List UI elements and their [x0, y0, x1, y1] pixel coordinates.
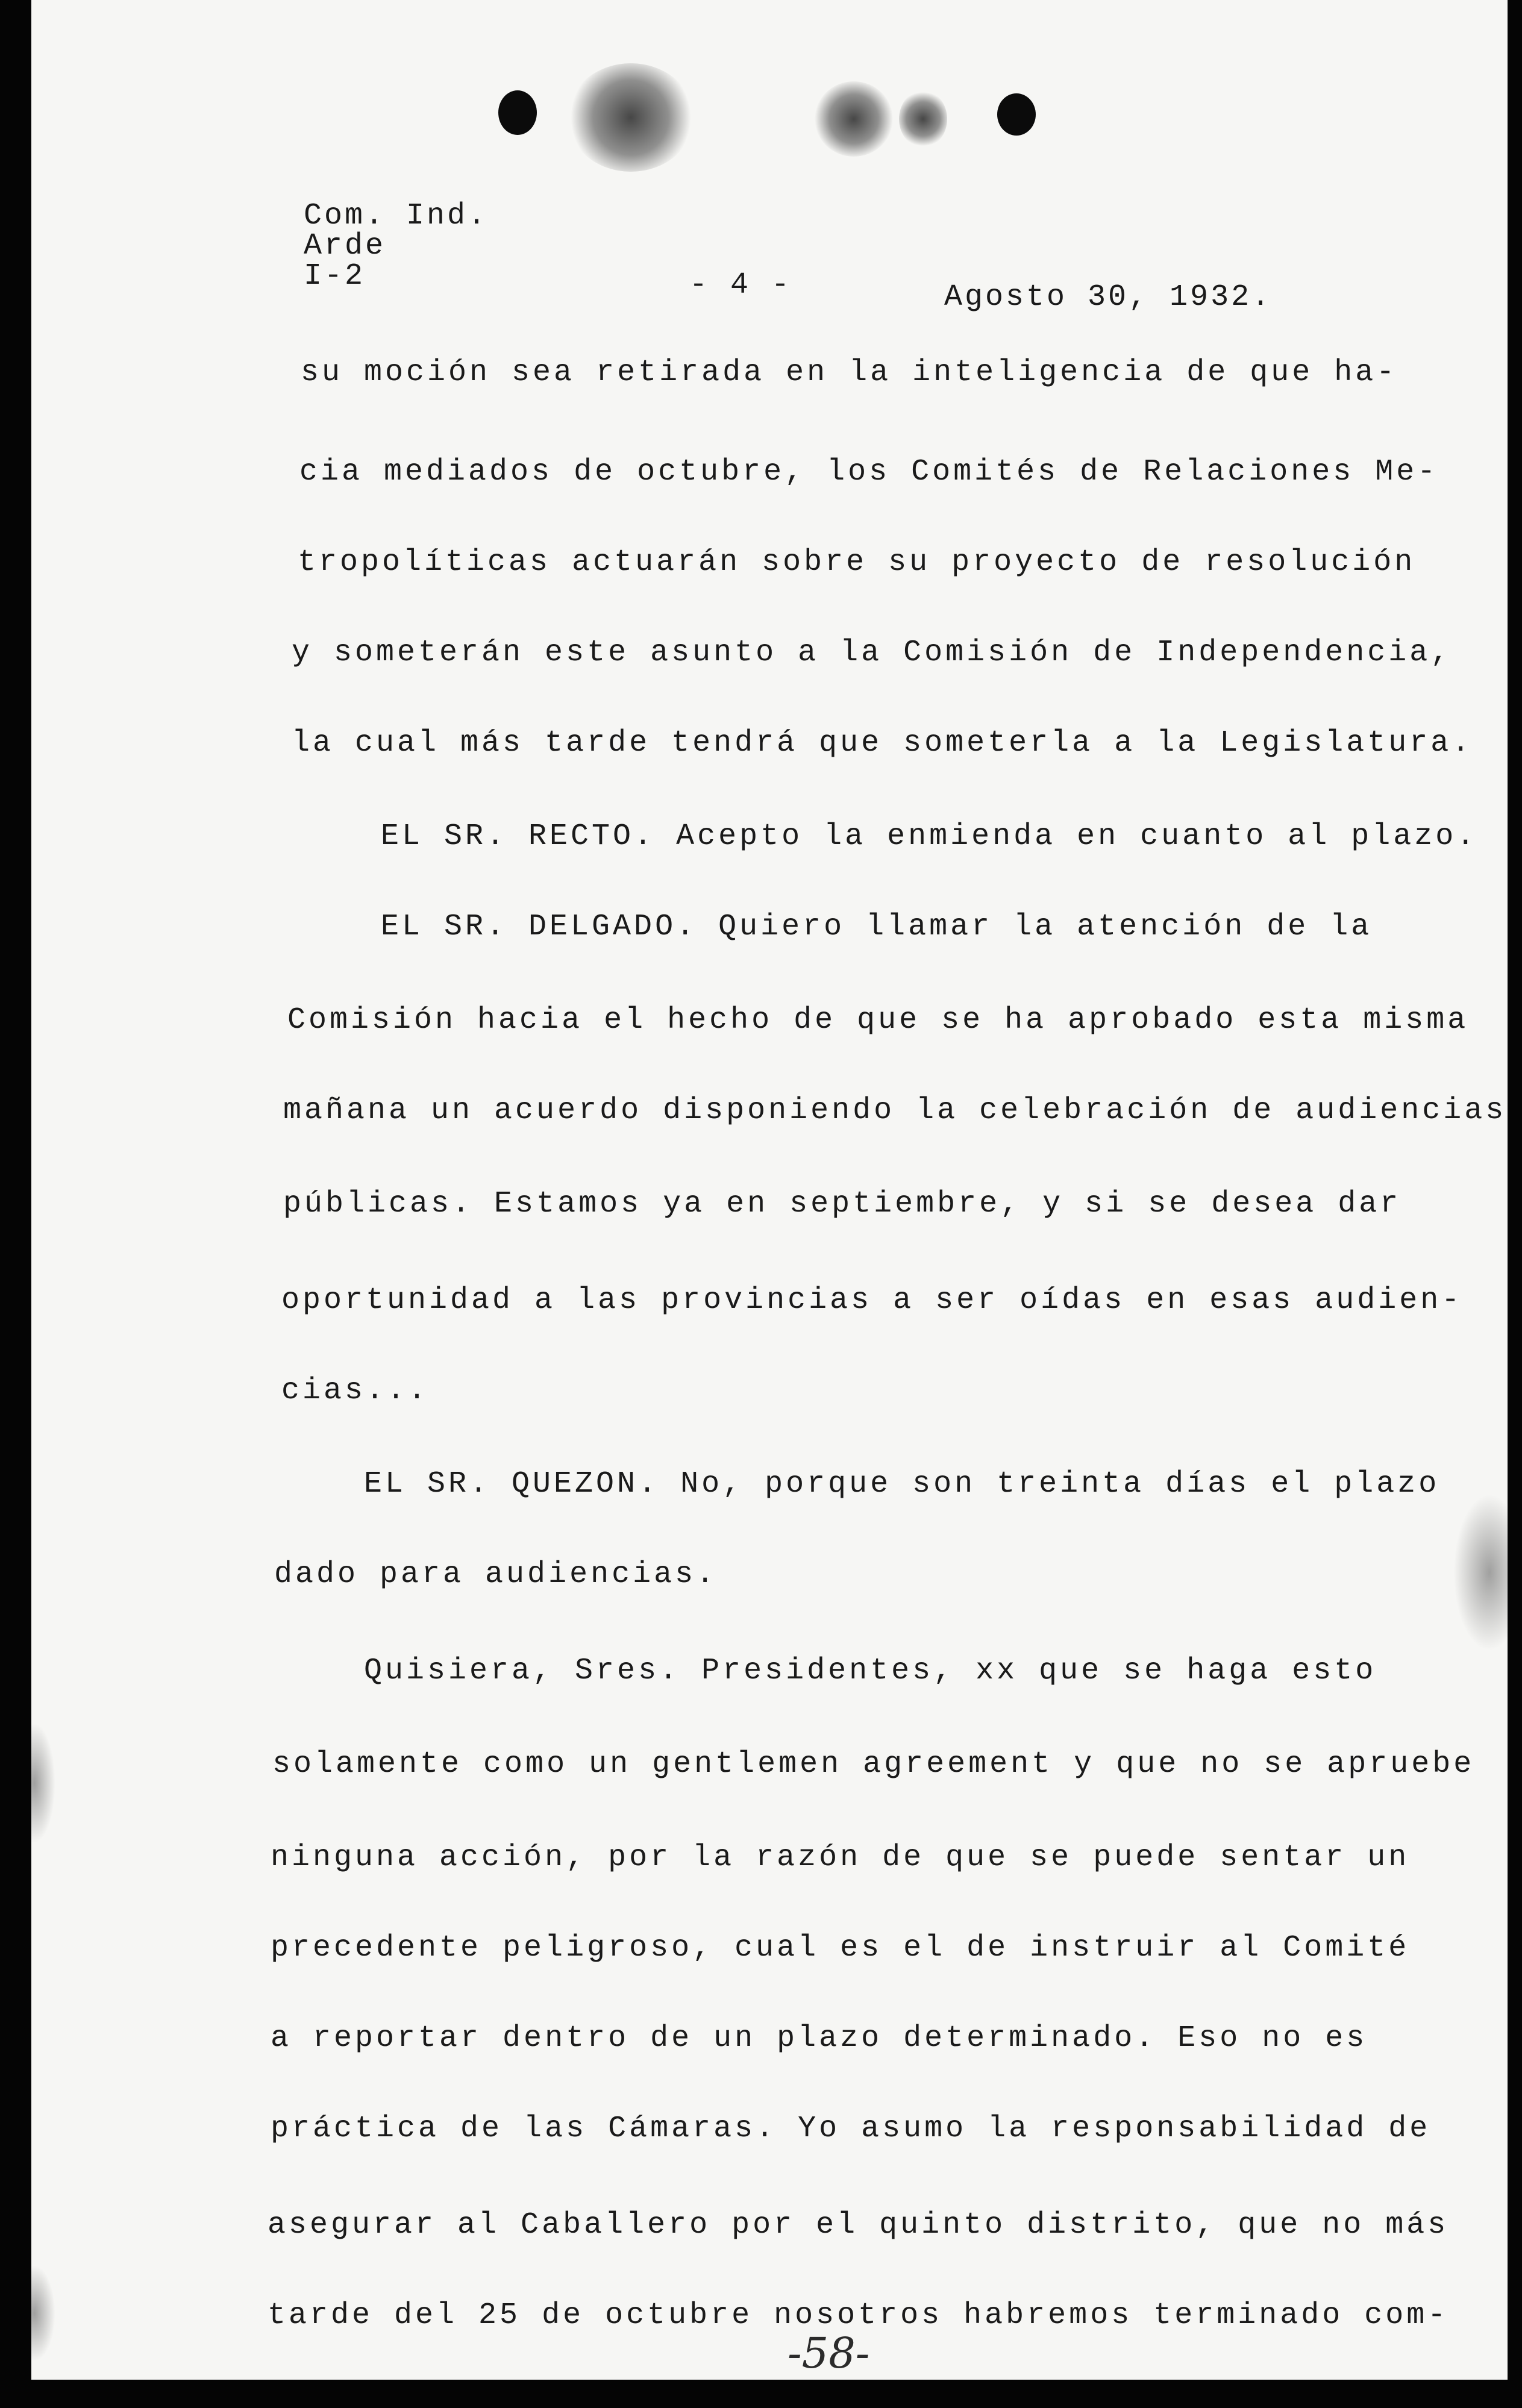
body-line: precedente peligroso, cual es el de instruir al Comité: [271, 1931, 1410, 1965]
body-line: la cual más tarde tendrá que someterla a la Legislatura.: [292, 726, 1473, 760]
header-line-2: Arde: [304, 229, 386, 263]
document-date: Agosto 30, 1932.: [944, 280, 1273, 314]
body-line: cia mediados de octubre, los Comités de Relaciones Me-: [299, 455, 1439, 489]
body-line: públicas. Estamos ya en septiembre, y si se desea dar: [283, 1187, 1401, 1221]
edge-smudge-left-1: [31, 1723, 55, 1844]
body-line: su moción sea retirada en la inteligencia de que ha-: [301, 355, 1398, 390]
body-line: mañana un acuerdo disponiendo la celebración de audiencias: [283, 1093, 1507, 1128]
punch-hole-blur-right-2: [899, 90, 947, 148]
page-number: - 4 -: [689, 268, 792, 302]
body-line: EL SR. DELGADO. Quiero llamar la atención de la: [381, 910, 1373, 944]
body-line: y someterán este asunto a la Comisión de Independencia,: [292, 636, 1452, 670]
body-line: dado para audiencias.: [274, 1557, 718, 1592]
punch-hole-right: [997, 93, 1036, 136]
body-line: solamente como un gentlemen agreement y que no se apruebe: [272, 1747, 1475, 1781]
body-line: EL SR. RECTO. Acepto la enmienda en cuanto al plazo.: [381, 819, 1478, 854]
body-line: ninguna acción, por la razón de que se puede sentar un: [271, 1840, 1410, 1875]
body-line: Comisión hacia el hecho de que se ha aprobado esta misma: [287, 1003, 1469, 1037]
punch-hole-blur-center: [568, 63, 694, 172]
edge-smudge-right: [1453, 1494, 1508, 1651]
body-line: a reportar dentro de un plazo determinado. Eso no es: [271, 2021, 1368, 2056]
edge-smudge-left-2: [31, 2265, 55, 2362]
document-page: [31, 0, 1508, 2380]
body-line: EL SR. QUEZON. No, porque son treinta días el plazo: [364, 1467, 1440, 1501]
body-line: Quisiera, Sres. Presidentes, xx que se haga esto: [364, 1654, 1377, 1688]
handwritten-page-number: -58-: [788, 2328, 870, 2378]
body-line: asegurar al Caballero por el quinto distrito, que no más: [268, 2208, 1449, 2242]
body-line: tropolíticas actuarán sobre su proyecto de resolución: [298, 545, 1416, 580]
body-line: cias...: [281, 1374, 430, 1408]
body-line: práctica de las Cámaras. Yo asumo la responsabilidad de: [271, 2112, 1431, 2146]
punch-hole-blur-right-1: [815, 81, 893, 157]
header-line-3: I-2: [304, 259, 366, 293]
punch-hole-left: [498, 90, 537, 135]
body-line: tarde del 25 de octubre nosotros habremos terminado com-: [268, 2298, 1449, 2333]
header-line-1: Com. Ind.: [304, 199, 489, 233]
body-line: oportunidad a las provincias a ser oídas en esas audien-: [281, 1283, 1463, 1318]
